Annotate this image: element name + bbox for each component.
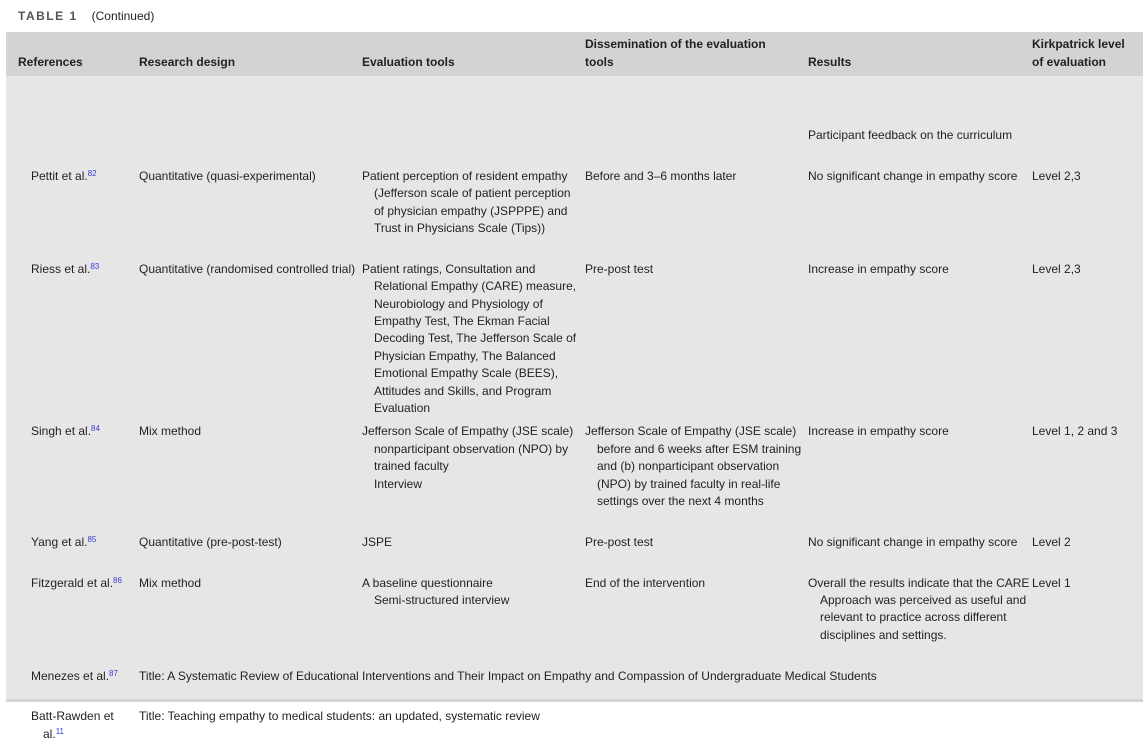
table-caption (18, 9, 154, 23)
table-caption-text: (Continued) (91, 9, 155, 23)
table-row (6, 423, 1143, 533)
header-research-design: Research design (139, 54, 236, 69)
evaluation-tools-cell: Jefferson Scale of Empathy (JSE scale) nonparticipant observation (NPO) by trained faculty Interview (362, 424, 574, 491)
reference-name: Singh et al. (31, 424, 92, 439)
reference-cell (31, 423, 133, 440)
dissemination-cell: Before and 3–6 months later (585, 168, 737, 183)
research-design-cell: Mix method (139, 424, 202, 439)
citation-link[interactable]: 85 (87, 534, 97, 544)
reference-cell (31, 168, 133, 185)
title-row (6, 708, 1143, 749)
research-design-cell: Quantitative (randomised controlled trial) (139, 261, 356, 276)
reference-cell (31, 708, 133, 743)
dissemination-cell: Pre-post test (585, 261, 654, 276)
evaluation-tools-cell: Patient perception of resident empathy (Jefferson scale of patient perception of physician empathy (JSPPPE) and Trust in Physicians Scale (Tips)) (362, 168, 571, 236)
reference-name: Yang et al. (31, 534, 88, 549)
reference-cell (31, 261, 133, 278)
title-row (6, 668, 1143, 709)
review-title-cell: Title: Teaching empathy to medical students: an updated, systematic review (139, 709, 540, 724)
table-row (6, 261, 1143, 424)
header-evaluation-tools: Evaluation tools (362, 54, 455, 69)
table-row (6, 127, 1143, 168)
citation-link[interactable]: 87 (109, 668, 118, 678)
reference-name: Batt-Rawden et al. (31, 709, 114, 741)
reference-cell (31, 575, 133, 592)
results-cell: Increase in empathy score (808, 424, 949, 439)
results-cell: Participant feedback on the curriculum (808, 128, 1013, 142)
results-cell: No significant change in empathy score (808, 168, 1018, 183)
header-references: References (18, 54, 83, 69)
citation-link[interactable]: 86 (113, 575, 122, 585)
dissemination-cell: Pre-post test (585, 534, 654, 549)
evaluation-table (6, 32, 1143, 741)
citation-link[interactable]: 84 (91, 424, 100, 434)
reference-name: Riess et al. (31, 261, 91, 276)
table-row (6, 168, 1143, 261)
results-cell: Overall the results indicate that the CARE Approach was perceived as useful and relevant to practice across different disciplines and settings. (808, 575, 1030, 642)
kirkpatrick-level-cell: Level 2,3 (1032, 261, 1081, 276)
kirkpatrick-level-cell: Level 2 (1032, 534, 1071, 549)
results-cell: Increase in empathy score (808, 261, 949, 276)
header-dissemination: Dissemination of the evaluation tools (585, 37, 766, 69)
table-body (6, 76, 1143, 749)
evaluation-tools-cell: JSPE (362, 534, 393, 549)
reference-name: Pettit et al. (31, 168, 88, 183)
table-header (6, 32, 1143, 76)
reference-name: Fitzgerald et al. (31, 575, 114, 590)
table-row (6, 534, 1143, 575)
citation-link[interactable]: 83 (90, 261, 100, 271)
evaluation-tools-cell: A baseline questionnaire Semi-structured interview (362, 575, 510, 607)
evaluation-tools-cell: Patient ratings, Consultation and Relational Empathy (CARE) measure, Neurobiology and Physiology of Empathy Test, The Ekman Facial Decoding Test, The Jefferson Scale of Physician Empathy, The Balanced Emotional Empathy Scale (BEES), Attitudes and Skills, and Program Evaluation (362, 261, 577, 416)
kirkpatrick-level-cell: Level 2,3 (1032, 168, 1081, 183)
reference-cell (31, 534, 133, 551)
dissemination-cell: Jefferson Scale of Empathy (JSE scale) before and 6 weeks after ESM training and (b) nonparticipant observation (NPO) by trained faculty in real-life settings over the next 4 months (585, 424, 802, 509)
dissemination-cell: End of the intervention (585, 575, 706, 590)
research-design-cell: Mix method (139, 575, 202, 590)
reference-cell (31, 668, 133, 685)
table-row (6, 575, 1143, 668)
results-cell: No significant change in empathy score (808, 534, 1018, 549)
header-results: Results (808, 54, 852, 69)
kirkpatrick-level-cell: Level 1, 2 and 3 (1032, 424, 1118, 439)
citation-link[interactable]: 82 (87, 168, 97, 178)
reference-name: Menezes et al. (31, 668, 110, 683)
research-design-cell: Quantitative (pre-post-test) (139, 534, 282, 549)
review-title-cell: Title: A Systematic Review of Educational Interventions and Their Impact on Empathy and Compassion of Undergraduate Medical Students (139, 668, 877, 683)
table-label: TABLE 1 (18, 9, 78, 23)
research-design-cell: Quantitative (quasi-experimental) (139, 168, 316, 183)
kirkpatrick-level-cell: Level 1 (1032, 575, 1071, 590)
citation-link[interactable]: 11 (55, 726, 64, 736)
header-kirkpatrick-level: Kirkpatrick level of evaluation (1032, 37, 1125, 69)
